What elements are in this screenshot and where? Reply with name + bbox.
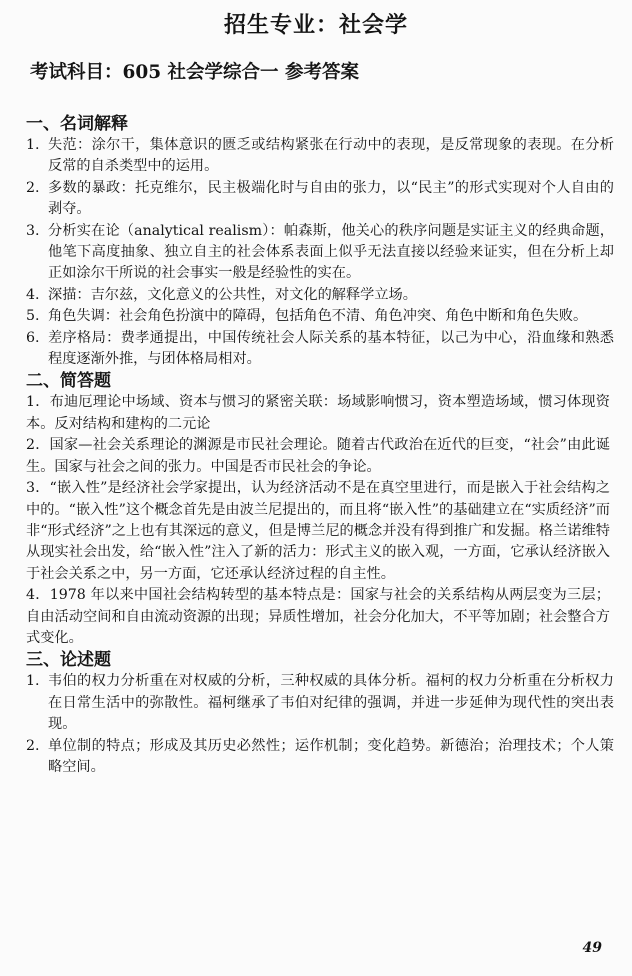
list-item: 1. 失范：涂尔干，集体意识的匮乏或结构紧张在行动中的表现，是反常现象的表现。在分析反常的自杀类型中的运用。	[22, 135, 614, 178]
list-item-text: 韦伯的权力分析重在对权威的分析，三种权威的具体分析。福柯的权力分析重在分析权力在日常生活中的弥散性。福柯继承了韦伯对纪律的强调，并进一步延伸为现代性的突出表现。	[48, 673, 614, 733]
terms-list	[22, 135, 614, 370]
list-item: 3．“嵌入性”是经济社会学家提出，认为经济活动不是在真空里进行，而是嵌入于社会结构之中的。“嵌入性”这个概念首先是由波兰尼提出的，而且将“嵌入性”的基础建立在“实质经济”而非“形式经济”之上也有其深远的意义，但是博兰尼的概念并没有得到推广和发掘。格兰诺维特从现实社会出发，给“嵌入性”注入了新的活力：形式主义的嵌入观，一方面，它承认经济嵌入于社会关系之中，另一方面，它还承认经济过程的自主性。	[26, 480, 610, 582]
short-answer-list	[22, 392, 614, 649]
section-heading-short-answer: 二、简答题	[26, 371, 111, 392]
list-item-text: 失范：涂尔干，集体意识的匮乏或结构紧张在行动中的表现，是反常现象的表现。在分析反常的自杀类型中的运用。	[48, 137, 614, 175]
list-item: 3. 分析实在论（analytical realism）：帕森斯，他关心的秩序问题是实证主义的经典命题，他笔下高度抽象、独立自主的社会体系表面上似乎无法直接以经验来证实，但在分析上却正如涂尔干所说的社会事实一般是经验性的实在。	[22, 221, 614, 285]
list-item-text: 差序格局：费孝通提出，中国传统社会人际关系的基本特征，以己为中心，沿血缘和熟悉程度逐渐外推，与团体格局相对。	[48, 329, 614, 368]
list-item-text: 深描：吉尔兹，文化意义的公共性，对文化的解释学立场。	[48, 286, 417, 303]
list-item: 1. 韦伯的权力分析重在对权威的分析，三种权威的具体分析。福柯的权力分析重在分析权力在日常生活中的弥散性。福柯继承了韦伯对纪律的强调，并进一步延伸为现代性的突出表现。	[22, 671, 614, 735]
list-item: 2．国家—社会关系理论的渊源是市民社会理论。随着古代政治在近代的巨变，“社会”由此诞生。国家与社会之间的张力。中国是否市民社会的争论。	[26, 437, 610, 475]
list-item: 4. 深描：吉尔兹，文化意义的公共性，对文化的解释学立场。	[22, 285, 614, 306]
list-item-text: 单位制的特点；形成及其历史必然性；运作机制；变化趋势。新德治；治理技术；个人策略空间。	[48, 737, 614, 775]
essay-list	[22, 671, 614, 778]
section-heading-essay: 三、论述题	[26, 650, 111, 671]
list-item: 4．1978 年以来中国社会结构转型的基本特点是：国家与社会的关系结构从两层变为三层；自由活动空间和自由流动资源的出现；异质性增加，社会分化加大，不平等加剧；社会整合方式变化。	[26, 587, 610, 646]
section-heading-terms: 一、名词解释	[26, 114, 128, 134]
list-item: 2. 单位制的特点；形成及其历史必然性；运作机制；变化趋势。新德治；治理技术；个人策略空间。	[22, 736, 614, 779]
list-item: 6. 差序格局：费孝通提出，中国传统社会人际关系的基本特征，以己为中心，沿血缘和熟悉程度逐渐外推，与团体格局相对。	[22, 328, 614, 371]
major-title: 招生专业：社会学	[223, 12, 408, 38]
list-item: 5. 角色失调：社会角色扮演中的障碍，包括角色不清、角色冲突、角色中断和角色失败。	[22, 306, 614, 327]
exam-subject-title: 考试科目：605 社会学综合一 参考答案	[30, 62, 359, 83]
page-number: 49	[582, 940, 602, 956]
list-item: 1．布迪厄理论中场域、资本与惯习的紧密关联：场域影响惯习，资本塑造场域，惯习体现资本。反对结构和建构的二元论	[26, 394, 610, 432]
answer-body	[22, 113, 614, 778]
list-item-text: 多数的暴政：托克维尔，民主极端化时与自由的张力，以“民主”的形式实现对个人自由的剥夺。	[48, 179, 614, 218]
list-item-text: 角色失调：社会角色扮演中的障碍，包括角色不清、角色冲突、角色中断和角色失败。	[48, 308, 588, 325]
list-item: 2. 多数的暴政：托克维尔，民主极端化时与自由的张力，以“民主”的形式实现对个人自由的剥夺。	[22, 178, 614, 221]
list-item-text: 分析实在论（analytical realism）：帕森斯，他关心的秩序问题是实证主义的经典命题，他笔下高度抽象、独立自主的社会体系表面上似乎无法直接以经验来证实，但在分析上却正如涂尔干所说的社会事实一般是经验性的实在。	[48, 222, 614, 282]
